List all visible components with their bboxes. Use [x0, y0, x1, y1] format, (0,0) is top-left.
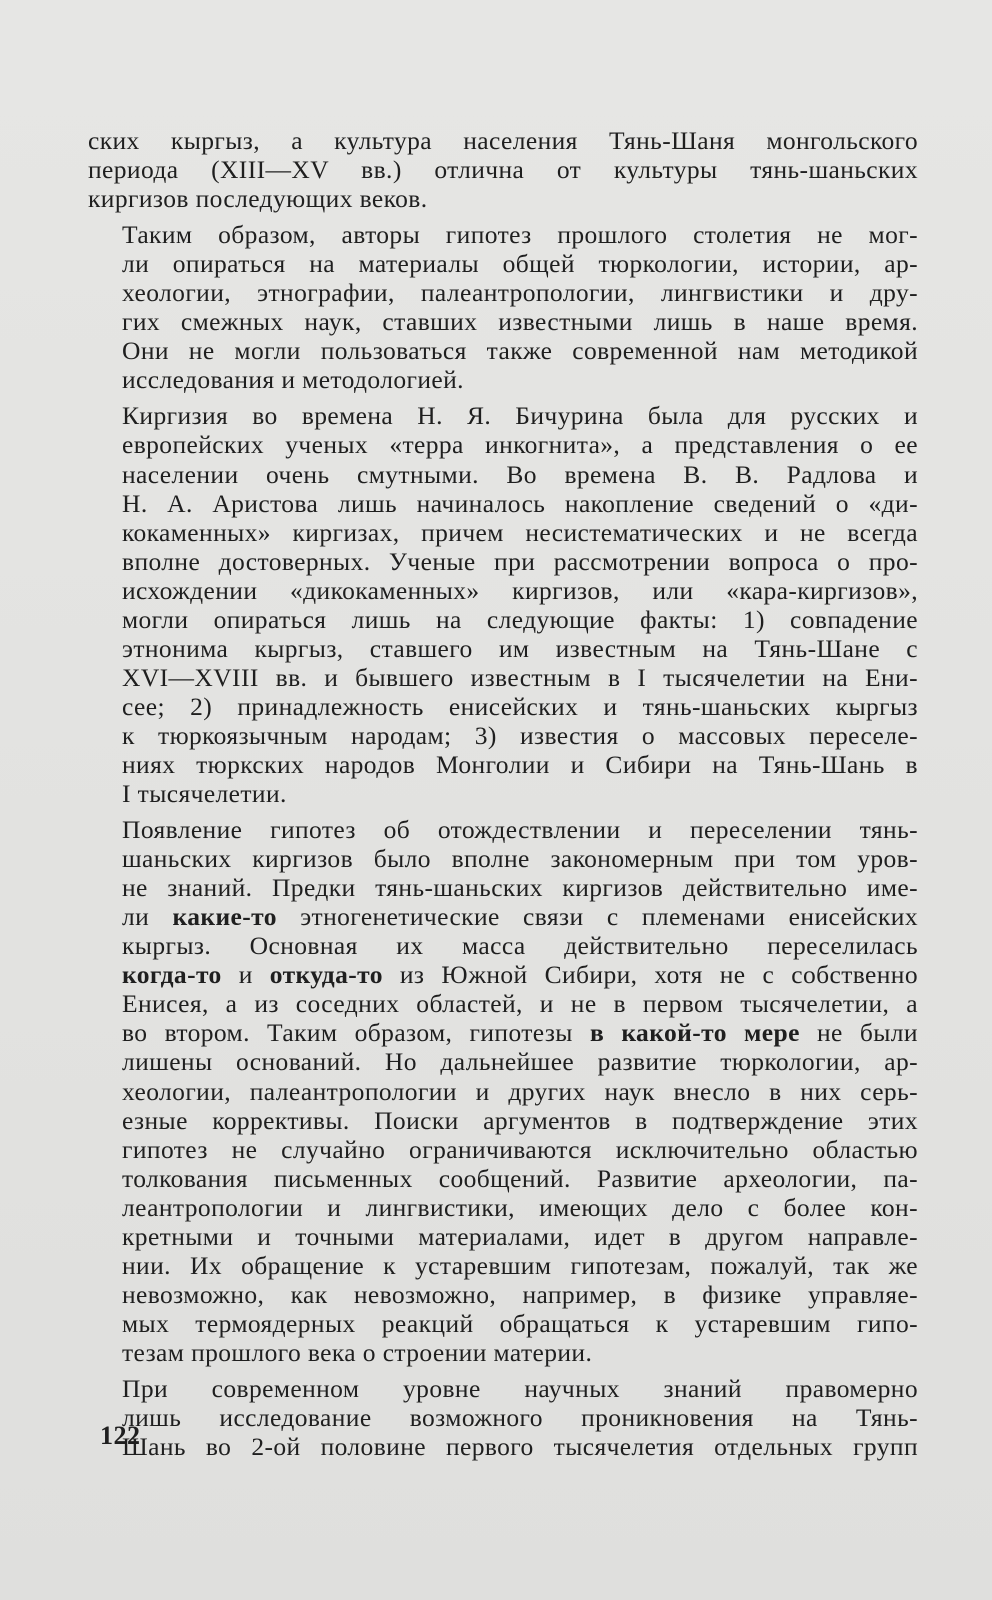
- text-line: кретными и точными материалами, идет в другом направле-: [122, 1221, 918, 1251]
- paragraph: [88, 220, 918, 394]
- text-line: лишены оснований. Но дальнейшее развитие тюркологии, ар-: [122, 1047, 918, 1077]
- text-line: мых термоядерных реакций обращаться к устаревшим гипо-: [122, 1308, 918, 1338]
- text-line: во втором. Таким образом, гипотезы в какой-то мере не были: [122, 1018, 918, 1048]
- text-line: XVI—XVIII вв. и бывшего известным в I тысячелетии на Ени-: [122, 662, 918, 692]
- text-line: могли опираться лишь на следующие факты: 1) совпадение: [122, 604, 918, 634]
- text-line: хеологии, палеантропологии и других наук внесло в них серь-: [122, 1076, 918, 1106]
- paragraph: [88, 126, 918, 213]
- text-line: нии. Их обращение к устаревшим гипотезам, пожалуй, так же: [122, 1250, 918, 1280]
- text-line: гипотез не случайно ограничиваются исключительно областью: [122, 1134, 918, 1164]
- body-text: [88, 126, 918, 1461]
- text-line: исхождении «дикокаменных» киргизов, или «кара-киргизов»,: [122, 575, 918, 605]
- text-line: не знаний. Предки тянь-шаньских киргизов действительно име-: [122, 873, 918, 903]
- text-line: невозможно, как невозможно, например, в физике управляе-: [122, 1279, 918, 1309]
- text-line: периода (XIII—XV вв.) отлична от культуры тянь-шаньских: [88, 155, 918, 185]
- text-line: кыргыз. Основная их масса действительно переселилась: [122, 931, 918, 961]
- text-line: Киргизия во времена Н. Я. Бичурина была для русских и: [122, 401, 918, 431]
- text-line: гих смежных наук, ставших известными лишь в наше время.: [122, 307, 918, 337]
- text-line: сее; 2) принадлежность енисейских и тянь-шаньских кыргыз: [122, 691, 918, 721]
- text-line: Появление гипотез об отождествлении и переселении тянь-: [122, 815, 918, 845]
- text-line: к тюркоязычным народам; 3) известия о массовых переселе-: [122, 720, 918, 750]
- text-line: исследования и методологией.: [122, 365, 464, 395]
- text-line: когда-то и откуда-то из Южной Сибири, хотя не с собственно: [122, 960, 918, 990]
- text-line: тезам прошлого века о строении материи.: [122, 1337, 593, 1367]
- paragraph: [88, 815, 918, 1367]
- text-line: ских кыргыз, а культура населения Тянь-Шаня монгольского: [88, 126, 918, 155]
- text-line: ниях тюркских народов Монголии и Сибири на Тянь-Шань в: [122, 749, 918, 779]
- text-line: леантропологии и лингвистики, имеющих дело с более кон-: [122, 1192, 918, 1222]
- text-line: толкования письменных сообщений. Развитие археологии, па-: [122, 1163, 918, 1193]
- text-line: этнонима кыргыз, ставшего им известным на Тянь-Шане с: [122, 633, 918, 663]
- text-line: киргизов последующих веков.: [88, 184, 428, 214]
- text-line: хеологии, этнографии, палеантропологии, лингвистики и дру-: [122, 278, 918, 308]
- text-line: Они не могли пользоваться также современной нам методикой: [122, 336, 918, 366]
- paragraph: [88, 401, 918, 808]
- text-line: европейских ученых «терра инкогнита», а представления о ее: [122, 430, 918, 460]
- text-line: шаньских киргизов было вполне закономерным при том уров-: [122, 844, 918, 874]
- text-line: Шань во 2-ой половине первого тысячелетия отдельных групп: [122, 1432, 918, 1462]
- text-line: Енисея, а из соседних областей, и не в первом тысячелетии, а: [122, 989, 918, 1019]
- text-line: лишь исследование возможного проникновения на Тянь-: [122, 1403, 918, 1433]
- text-line: езные коррективы. Поиски аргументов в подтверждение этих: [122, 1105, 918, 1135]
- page-number: 122: [100, 1421, 141, 1450]
- text-line: При современном уровне научных знаний правомерно: [122, 1373, 918, 1403]
- text-line: населении очень смутными. Во времена В. В. Радлова и: [122, 459, 918, 489]
- text-line: вполне достоверных. Ученые при рассмотрении вопроса о про-: [122, 546, 918, 576]
- text-line: кокаменных» киргизах, причем несистематических и не всегда: [122, 517, 918, 547]
- text-line: ли опираться на материалы общей тюркологии, истории, ар-: [122, 249, 918, 279]
- text-line: Таким образом, авторы гипотез прошлого столетия не мог-: [122, 220, 918, 250]
- text-line: I тысячелетии.: [122, 779, 287, 809]
- text-line: Н. А. Аристова лишь начиналось накопление сведений о «ди-: [122, 488, 918, 518]
- text-line: ли какие-то этногенетические связи с племенами енисейских: [122, 902, 918, 932]
- paragraph: [88, 1374, 918, 1461]
